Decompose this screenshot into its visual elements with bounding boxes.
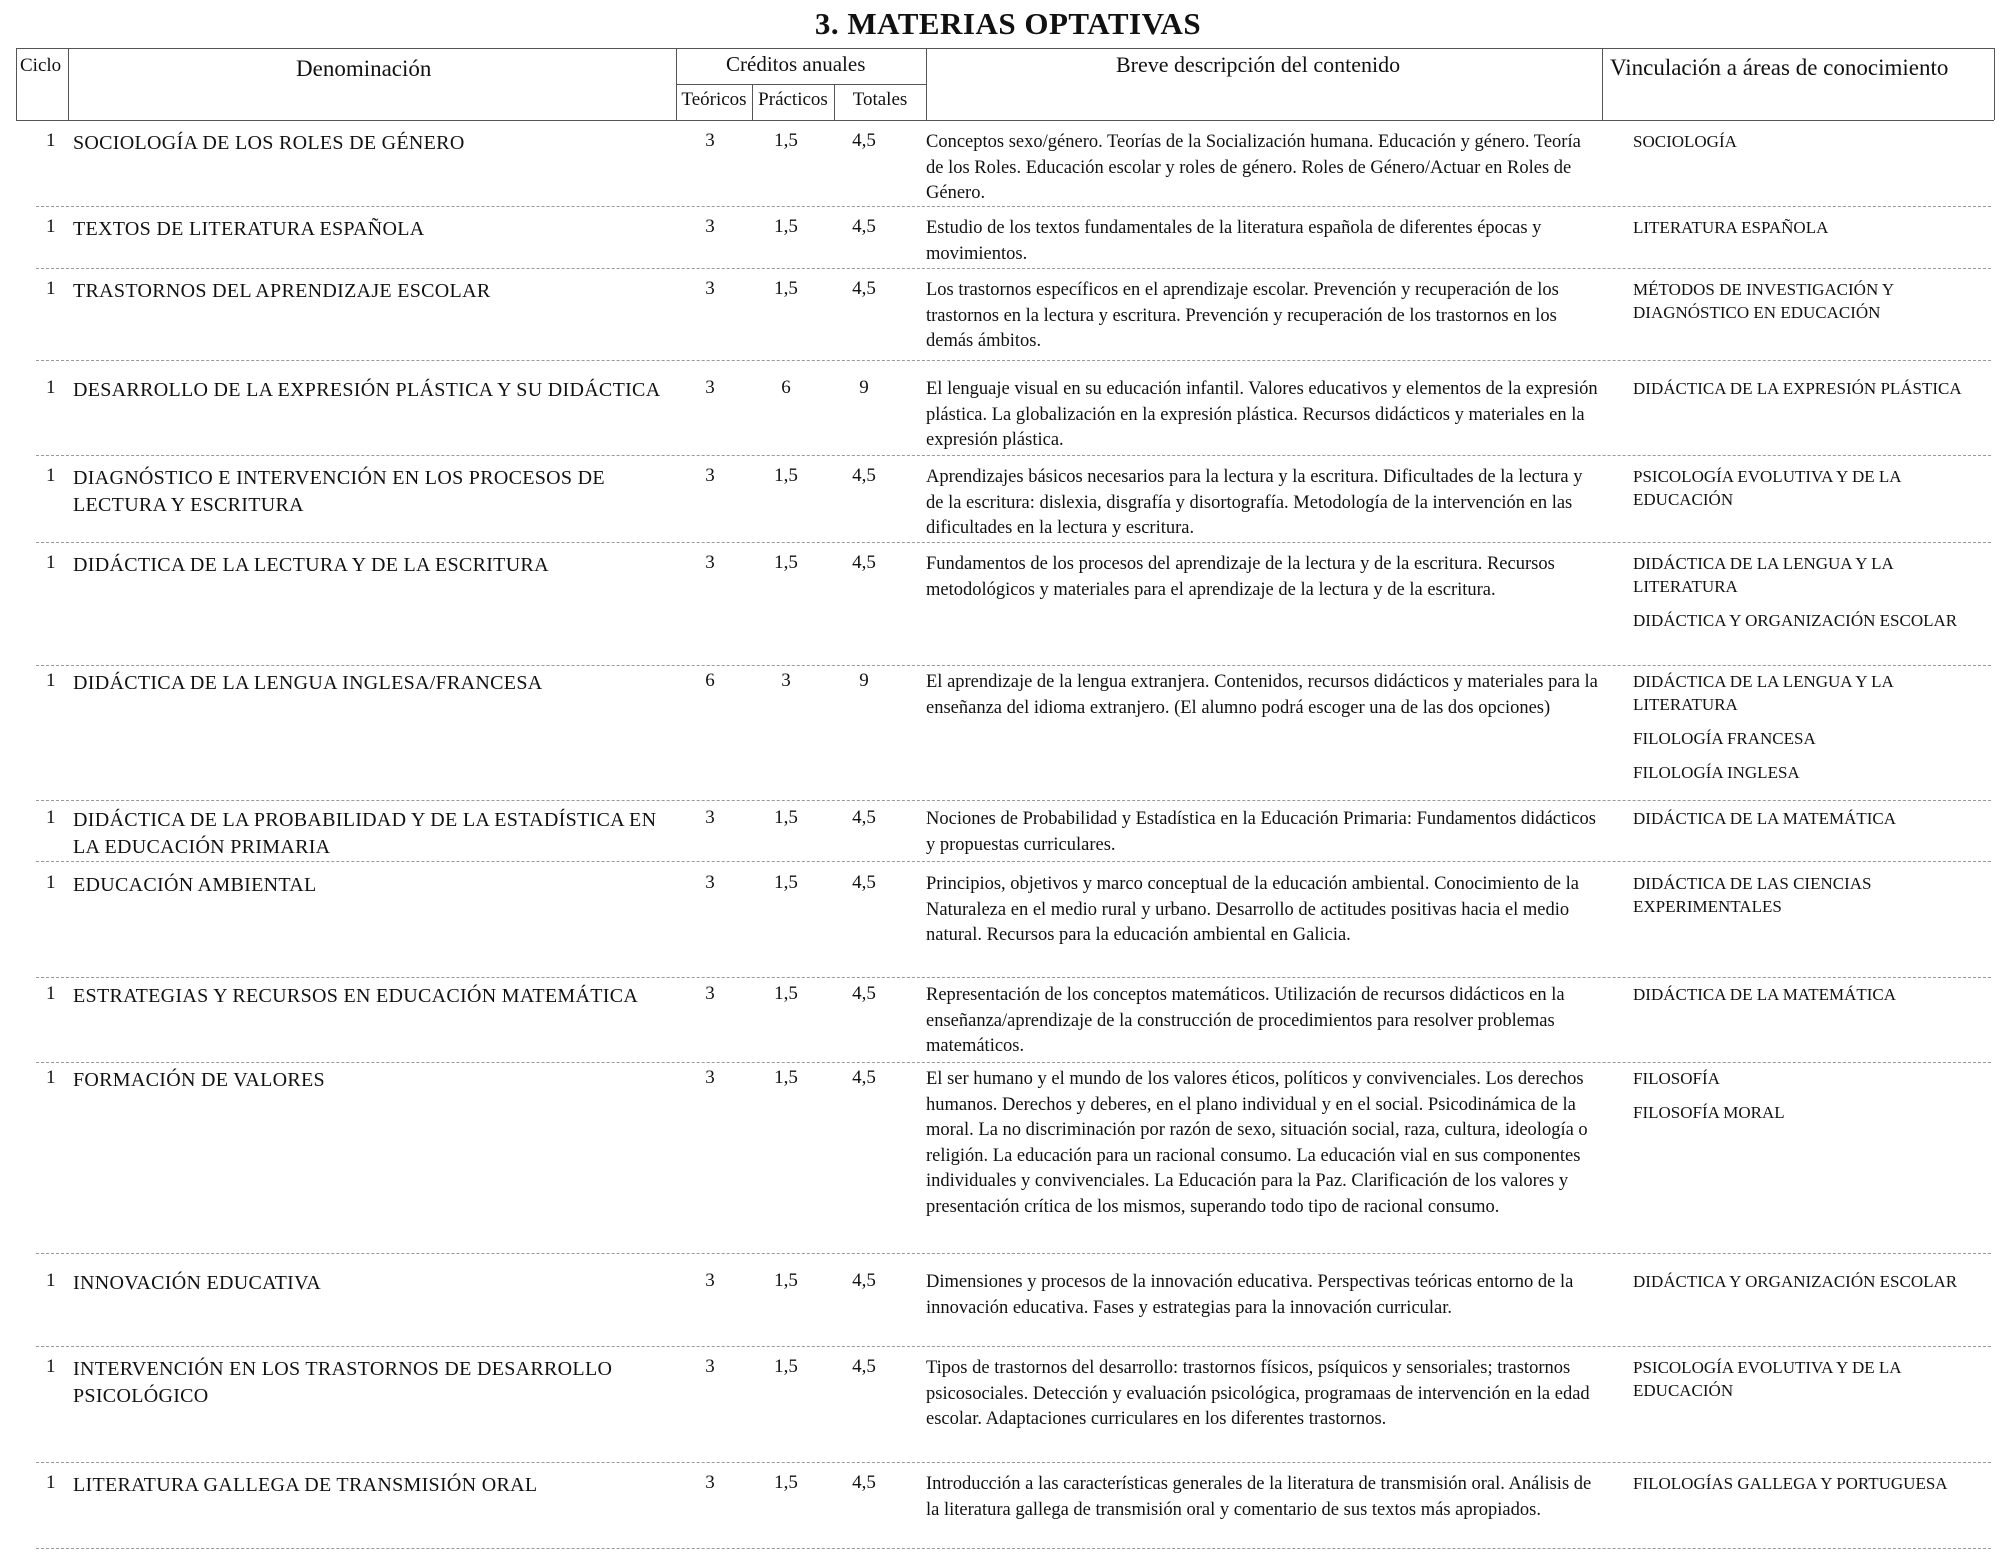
row-descripcion: Dimensiones y procesos de la innovación educativa. Perspectivas teóricas entorno de la innovación educativa. Fases y estrategias para la innovación curricular. bbox=[926, 1272, 1574, 1318]
row-practicos: 1,5 bbox=[774, 465, 798, 486]
row-descripcion: Introducción a las características generales de la literatura de transmisión oral. Análisis de la literatura gallega de transmisión oral y comentario de sus textos más apropiados. bbox=[926, 1474, 1592, 1520]
row-areas bbox=[1633, 216, 1973, 250]
row-separator bbox=[36, 360, 1991, 361]
row-areas bbox=[1633, 552, 1973, 643]
area-item: MÉTODOS DE INVESTIGACIÓN Y DIAGNÓSTICO EN EDUCACIÓN bbox=[1633, 280, 1894, 322]
row-ciclo: 1 bbox=[46, 1472, 56, 1493]
row-totales: 4,5 bbox=[852, 872, 876, 893]
area-item: FILOLOGÍA INGLESA bbox=[1633, 763, 1800, 782]
row-separator bbox=[36, 1253, 1991, 1254]
row-totales: 9 bbox=[859, 377, 869, 398]
row-areas bbox=[1633, 1356, 1973, 1413]
row-separator bbox=[36, 665, 1991, 666]
row-teoricos: 3 bbox=[705, 130, 715, 151]
row-teoricos: 3 bbox=[705, 1472, 715, 1493]
row-denominacion: DIAGNÓSTICO E INTERVENCIÓN EN LOS PROCESOS DE LECTURA Y ESCRITURA bbox=[73, 467, 605, 516]
row-teoricos: 3 bbox=[705, 1356, 715, 1377]
row-ciclo: 1 bbox=[46, 278, 56, 299]
row-practicos: 1,5 bbox=[774, 130, 798, 151]
header-top-rule bbox=[16, 48, 1994, 49]
row-denominacion: INNOVACIÓN EDUCATIVA bbox=[73, 1272, 322, 1294]
row-separator bbox=[36, 455, 1991, 456]
row-areas bbox=[1633, 983, 1973, 1017]
row-descripcion: El aprendizaje de la lengua extranjera. Contenidos, recursos didácticos y materiales para la enseñanza del idioma extranjero. (El alumno podrá escoger una de las dos opciones) bbox=[926, 672, 1598, 718]
area-item: DIDÁCTICA DE LA MATEMÁTICA bbox=[1633, 985, 1897, 1004]
area-item: SOCIOLOGÍA bbox=[1633, 132, 1737, 151]
area-item: PSICOLOGÍA EVOLUTIVA Y DE LA EDUCACIÓN bbox=[1633, 467, 1901, 509]
row-totales: 4,5 bbox=[852, 552, 876, 573]
row-totales: 4,5 bbox=[852, 1067, 876, 1088]
header-descripcion: Breve descripción del contenido bbox=[1116, 52, 1401, 77]
row-teoricos: 6 bbox=[705, 670, 715, 691]
row-practicos: 1,5 bbox=[774, 872, 798, 893]
row-practicos: 1,5 bbox=[774, 1270, 798, 1291]
row-totales: 4,5 bbox=[852, 216, 876, 237]
row-totales: 4,5 bbox=[852, 1270, 876, 1291]
row-descripcion: Los trastornos específicos en el aprendizaje escolar. Prevención y recuperación de los trastornos en la lectura y escritura. Prevención y recuperación de los trastornos en los demás ámbitos. bbox=[926, 280, 1559, 351]
header-divider bbox=[68, 48, 69, 120]
row-teoricos: 3 bbox=[705, 552, 715, 573]
row-areas bbox=[1633, 1067, 1973, 1135]
row-separator bbox=[36, 800, 1991, 801]
row-totales: 4,5 bbox=[852, 807, 876, 828]
row-teoricos: 3 bbox=[705, 465, 715, 486]
row-totales: 9 bbox=[859, 670, 869, 691]
row-ciclo: 1 bbox=[46, 216, 56, 237]
row-practicos: 1,5 bbox=[774, 278, 798, 299]
row-areas bbox=[1633, 670, 1973, 795]
area-item: FILOSOFÍA MORAL bbox=[1633, 1103, 1785, 1122]
row-descripcion: Conceptos sexo/género. Teorías de la Socialización humana. Educación y género. Teoría de los Roles. Educación escolar y roles de género. Roles de Género/Actuar en Roles de Género. bbox=[926, 132, 1581, 203]
row-areas bbox=[1633, 130, 1973, 164]
header-divider bbox=[16, 48, 17, 120]
row-ciclo: 1 bbox=[46, 377, 56, 398]
row-separator bbox=[36, 268, 1991, 269]
header-bottom-rule bbox=[16, 120, 1994, 121]
row-denominacion: DIDÁCTICA DE LA LENGUA INGLESA/FRANCESA bbox=[73, 672, 543, 694]
row-ciclo: 1 bbox=[46, 1270, 56, 1291]
row-descripcion: El ser humano y el mundo de los valores éticos, políticos y convivenciales. Los derechos humanos. Derechos y deberes, en el plano individual y en el social. Psicodinámica de la moral. La no discriminación por razón de sexo, situación social, raza, cultura, ideología o religión. La educación para un racional consumo. La educación vial en sus componentes individuales y convivenciales. La Educación para la Paz. Clarificación de los valores y presentación crítica de los mismos, superando todo tipo de racional consumo. bbox=[926, 1069, 1588, 1217]
header-divider bbox=[926, 48, 927, 120]
row-descripcion: Principios, objetivos y marco conceptual de la educación ambiental. Conocimiento de la Naturaleza en el medio rural y urbano. Desarrollo de actitudes positivas hacia el medio natural. Recursos para la educación ambiental en Galicia. bbox=[926, 874, 1579, 945]
row-teoricos: 3 bbox=[705, 1270, 715, 1291]
header-divider bbox=[1602, 48, 1603, 120]
row-ciclo: 1 bbox=[46, 807, 56, 828]
row-areas bbox=[1633, 807, 1973, 841]
row-totales: 4,5 bbox=[852, 278, 876, 299]
row-ciclo: 1 bbox=[46, 872, 56, 893]
row-practicos: 1,5 bbox=[774, 807, 798, 828]
row-practicos: 1,5 bbox=[774, 216, 798, 237]
row-practicos: 6 bbox=[781, 377, 791, 398]
row-denominacion: ESTRATEGIAS Y RECURSOS EN EDUCACIÓN MATEMÁTICA bbox=[73, 985, 639, 1007]
row-descripcion: Aprendizajes básicos necesarios para la lectura y la escritura. Dificultades de la lectura y de la escritura: dislexia, disgrafía y disortografía. Metodología de la intervención en las dificultades en la lectura y escritura. bbox=[926, 467, 1583, 538]
header-vinculacion: Vinculación a áreas de conocimiento bbox=[1610, 55, 1949, 80]
area-item: LITERATURA ESPAÑOLA bbox=[1633, 218, 1829, 237]
row-denominacion: DIDÁCTICA DE LA PROBABILIDAD Y DE LA ESTADÍSTICA EN LA EDUCACIÓN PRIMARIA bbox=[73, 809, 657, 858]
area-item: PSICOLOGÍA EVOLUTIVA Y DE LA EDUCACIÓN bbox=[1633, 1358, 1901, 1400]
row-areas bbox=[1633, 377, 1973, 411]
row-denominacion: DESARROLLO DE LA EXPRESIÓN PLÁSTICA Y SU DIDÁCTICA bbox=[73, 379, 661, 401]
credits-subheader-rule bbox=[676, 84, 926, 85]
header-practicos: Prácticos bbox=[758, 89, 828, 110]
row-ciclo: 1 bbox=[46, 130, 56, 151]
area-item: FILOLOGÍA FRANCESA bbox=[1633, 729, 1816, 748]
row-separator bbox=[36, 1062, 1991, 1063]
row-descripcion: El lenguaje visual en su educación infantil. Valores educativos y elementos de la expresión plástica. La globalización en la expresión plástica. Recursos didácticos y materiales en la expresión plástica. bbox=[926, 379, 1598, 450]
row-denominacion: SOCIOLOGÍA DE LOS ROLES DE GÉNERO bbox=[73, 132, 465, 154]
row-separator bbox=[36, 206, 1991, 207]
header-ciclo: Ciclo bbox=[20, 55, 62, 76]
row-teoricos: 3 bbox=[705, 377, 715, 398]
row-ciclo: 1 bbox=[46, 670, 56, 691]
area-item: DIDÁCTICA DE LAS CIENCIAS EXPERIMENTALES bbox=[1633, 874, 1872, 916]
row-descripcion: Tipos de trastornos del desarrollo: trastornos físicos, psíquicos y sensoriales; trastornos psicosociales. Detección y evaluación psicológica, programaas de intervención en la edad escolar. Adaptaciones curriculares en los diferentes trastornos. bbox=[926, 1358, 1590, 1429]
row-ciclo: 1 bbox=[46, 465, 56, 486]
row-teoricos: 3 bbox=[705, 216, 715, 237]
row-totales: 4,5 bbox=[852, 1472, 876, 1493]
row-practicos: 1,5 bbox=[774, 1356, 798, 1377]
area-item: FILOLOGÍAS GALLEGA Y PORTUGUESA bbox=[1633, 1474, 1948, 1493]
header-teoricos: Teóricos bbox=[681, 89, 747, 110]
row-totales: 4,5 bbox=[852, 983, 876, 1004]
row-denominacion: TRASTORNOS DEL APRENDIZAJE ESCOLAR bbox=[73, 280, 491, 302]
area-item: DIDÁCTICA Y ORGANIZACIÓN ESCOLAR bbox=[1633, 611, 1958, 630]
header-denominacion: Denominación bbox=[296, 56, 432, 81]
row-ciclo: 1 bbox=[46, 1356, 56, 1377]
area-item: DIDÁCTICA DE LA LENGUA Y LA LITERATURA bbox=[1633, 672, 1893, 714]
row-ciclo: 1 bbox=[46, 552, 56, 573]
row-denominacion: EDUCACIÓN AMBIENTAL bbox=[73, 874, 317, 896]
row-teoricos: 3 bbox=[705, 807, 715, 828]
row-separator bbox=[36, 1548, 1991, 1549]
row-practicos: 1,5 bbox=[774, 1067, 798, 1088]
row-practicos: 1,5 bbox=[774, 1472, 798, 1493]
header-creditos: Créditos anuales bbox=[726, 52, 866, 76]
row-descripcion: Estudio de los textos fundamentales de la literatura española de diferentes épocas y movimientos. bbox=[926, 218, 1542, 264]
area-item: DIDÁCTICA DE LA EXPRESIÓN PLÁSTICA bbox=[1633, 379, 1962, 398]
row-separator bbox=[36, 977, 1991, 978]
row-areas bbox=[1633, 872, 1973, 929]
row-denominacion: FORMACIÓN DE VALORES bbox=[73, 1069, 325, 1091]
row-denominacion: DIDÁCTICA DE LA LECTURA Y DE LA ESCRITURA bbox=[73, 554, 549, 576]
area-item: FILOSOFÍA bbox=[1633, 1069, 1720, 1088]
row-totales: 4,5 bbox=[852, 1356, 876, 1377]
row-descripcion: Representación de los conceptos matemáticos. Utilización de recursos didácticos en la enseñanza/aprendizaje de la construcción de procedimientos para resolver problemas matemáticos. bbox=[926, 985, 1565, 1056]
row-separator bbox=[36, 542, 1991, 543]
row-practicos: 3 bbox=[781, 670, 791, 691]
row-practicos: 1,5 bbox=[774, 552, 798, 573]
row-ciclo: 1 bbox=[46, 1067, 56, 1088]
row-denominacion: INTERVENCIÓN EN LOS TRASTORNOS DE DESARROLLO PSICOLÓGICO bbox=[73, 1358, 613, 1407]
row-denominacion: LITERATURA GALLEGA DE TRANSMISIÓN ORAL bbox=[73, 1474, 538, 1496]
row-teoricos: 3 bbox=[705, 983, 715, 1004]
row-areas bbox=[1633, 278, 1973, 335]
header-totales: Totales bbox=[852, 89, 908, 110]
row-totales: 4,5 bbox=[852, 130, 876, 151]
row-areas bbox=[1633, 465, 1973, 522]
row-descripcion: Fundamentos de los procesos del aprendizaje de la lectura y de la escritura. Recursos metodológicos y materiales para el aprendizaje de la lectura y de la escritura. bbox=[926, 554, 1555, 600]
row-practicos: 1,5 bbox=[774, 983, 798, 1004]
row-teoricos: 3 bbox=[705, 278, 715, 299]
area-item: DIDÁCTICA Y ORGANIZACIÓN ESCOLAR bbox=[1633, 1272, 1958, 1291]
page-title: 3. MATERIAS OPTATIVAS bbox=[814, 6, 1202, 41]
area-item: DIDÁCTICA DE LA LENGUA Y LA LITERATURA bbox=[1633, 554, 1893, 596]
row-ciclo: 1 bbox=[46, 983, 56, 1004]
row-areas bbox=[1633, 1472, 1973, 1506]
row-teoricos: 3 bbox=[705, 1067, 715, 1088]
row-teoricos: 3 bbox=[705, 872, 715, 893]
row-separator bbox=[36, 1346, 1991, 1347]
row-denominacion: TEXTOS DE LITERATURA ESPAÑOLA bbox=[73, 218, 425, 240]
row-areas bbox=[1633, 1270, 1973, 1304]
row-separator bbox=[36, 861, 1991, 862]
header-divider bbox=[1994, 48, 1995, 120]
area-item: DIDÁCTICA DE LA MATEMÁTICA bbox=[1633, 809, 1897, 828]
row-descripcion: Nociones de Probabilidad y Estadística en la Educación Primaria: Fundamentos didácticos y propuestas curriculares. bbox=[926, 809, 1596, 855]
row-separator bbox=[36, 1462, 1991, 1463]
row-totales: 4,5 bbox=[852, 465, 876, 486]
